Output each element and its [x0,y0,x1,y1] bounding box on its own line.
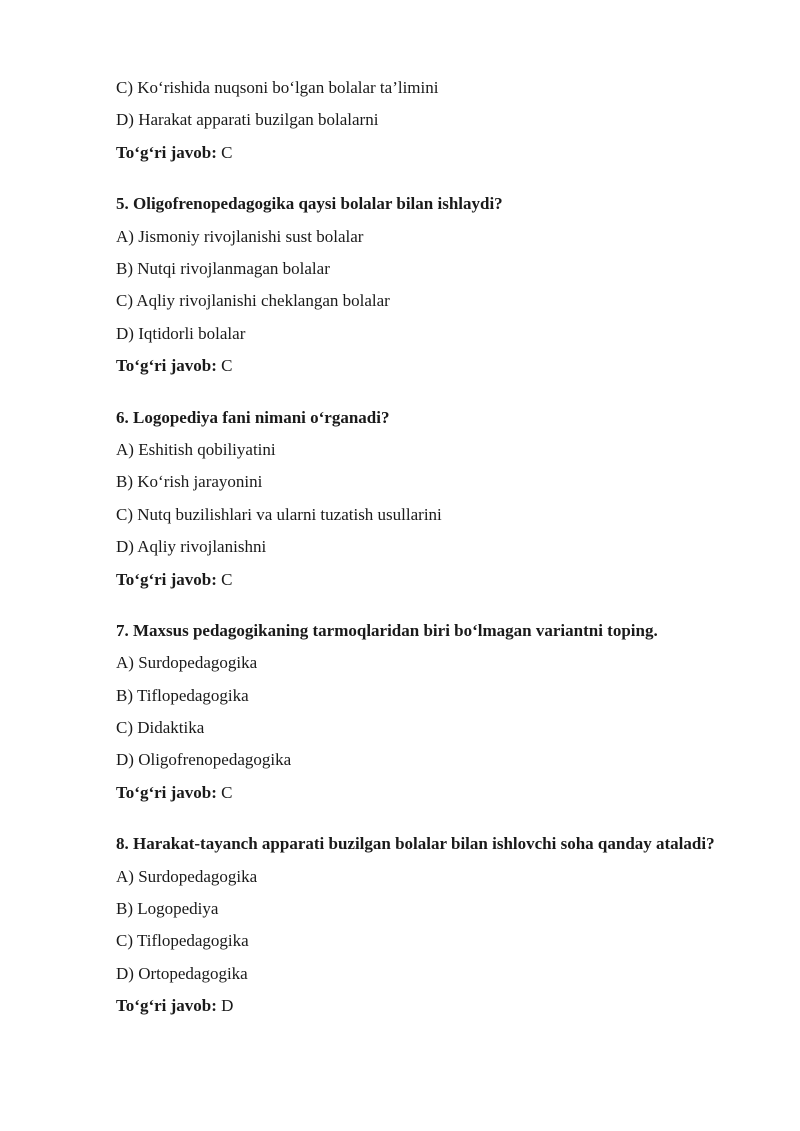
question-block-5 [116,188,736,382]
question-block-8 [116,828,736,1022]
answer-label: To‘g‘ri javob: [116,142,217,162]
answer-label: To‘g‘ri javob: [116,569,217,589]
option-c: C) Tiflopedagogika [116,931,249,951]
option-c: C) Ko‘rishida nuqsoni bo‘lgan bolalar ta’limini [116,78,439,97]
option-b: B) Tiflopedagogika [116,685,249,705]
option-b: B) Logopediya [116,899,219,919]
option-d: D) Ortopedagogika [116,963,248,983]
question-title: 6. Logopediya fani nimani o‘rganadi? [116,407,390,427]
question-title: 8. Harakat-tayanch apparati buzilgan bolalar bilan ishlovchi soha qanday ataladi? [116,834,715,854]
option-a: A) Surdopedagogika [116,653,258,673]
option-a: A) Surdopedagogika [116,866,258,886]
option-c: C) Nutq buzilishlari va ularni tuzatish usullarini [116,504,442,524]
answer-value: C [221,782,233,802]
correct-answer [116,777,736,809]
question-block-6 [116,402,736,596]
question-block-7 [116,615,736,809]
correct-answer [116,350,736,382]
document-page [116,72,736,1023]
answer-value: C [221,356,233,376]
correct-answer [116,137,736,169]
option-d: D) Harakat apparati buzilgan bolalarni [116,110,379,130]
answer-label: To‘g‘ri javob: [116,996,217,1016]
answer-label: To‘g‘ri javob: [116,356,217,376]
question-block-intro [116,72,736,169]
option-c: C) Aqliy rivojlanishi cheklangan bolalar [116,291,390,311]
option-d: D) Aqliy rivojlanishni [116,537,267,557]
answer-value: C [221,142,233,162]
answer-label: To‘g‘ri javob: [116,782,217,802]
answer-value: D [221,996,234,1016]
correct-answer [116,990,736,1022]
option-d: D) Iqtidorli bolalar [116,323,246,343]
question-title: 5. Oligofrenopedagogika qaysi bolalar bilan ishlaydi? [116,194,503,214]
option-b: B) Ko‘rish jarayonini [116,472,263,492]
option-a: A) Eshitish qobiliyatini [116,439,276,459]
correct-answer [116,564,736,596]
option-c: C) Didaktika [116,718,205,738]
answer-value: C [221,569,233,589]
question-title: 7. Maxsus pedagogikaning tarmoqlaridan biri bo‘lmagan variantni toping. [116,620,658,640]
option-d: D) Oligofrenopedagogika [116,750,292,770]
option-a: A) Jismoniy rivojlanishi sust bolalar [116,226,364,246]
option-b: B) Nutqi rivojlanmagan bolalar [116,258,330,278]
